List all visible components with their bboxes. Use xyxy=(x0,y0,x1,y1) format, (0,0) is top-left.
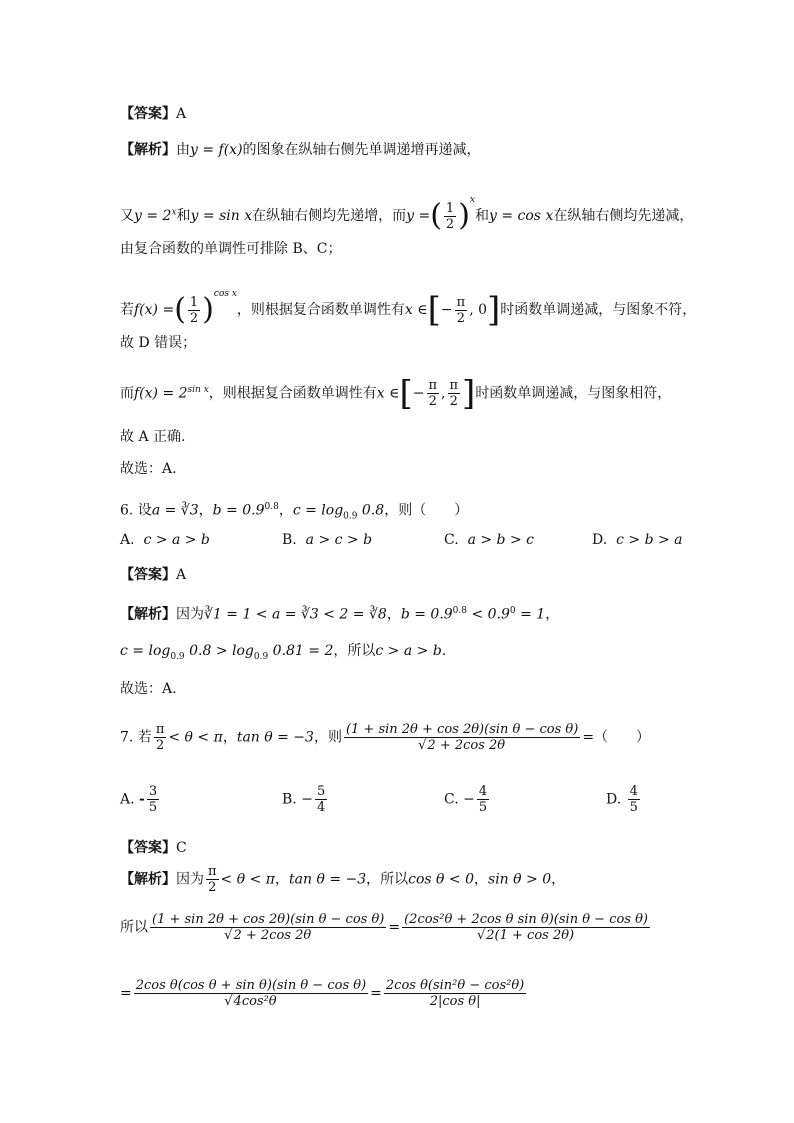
frac-den: √2 + 2cos 2θ xyxy=(418,738,506,753)
big-fraction xyxy=(134,978,368,1009)
text: ， xyxy=(545,606,560,623)
math: y = 2 xyxy=(134,208,172,224)
q5-final xyxy=(120,459,734,479)
frac-num: π xyxy=(155,722,165,737)
frac-den: 2 xyxy=(456,310,466,326)
q5-analysis-line4 xyxy=(120,284,734,330)
frac-den: 2 xyxy=(445,216,455,232)
q6-option-c[interactable] xyxy=(444,532,534,548)
answer-value: A xyxy=(176,567,187,583)
text: 故 D 错误； xyxy=(120,335,197,351)
q6-option-a[interactable] xyxy=(120,532,210,548)
text: =（ ） xyxy=(582,729,651,746)
fraction xyxy=(147,784,159,815)
math: , xyxy=(441,385,446,402)
q6-option-d[interactable] xyxy=(592,532,683,548)
radicand: 2 + 2cos 2θ xyxy=(427,738,506,753)
option-letter: C. xyxy=(444,532,459,548)
option-sign: − xyxy=(463,791,475,808)
option-text: a > c > b xyxy=(305,532,373,548)
math: f(x) = 2 xyxy=(134,385,188,402)
math-sub: 0.9 xyxy=(253,651,269,662)
text: ， xyxy=(198,502,213,519)
math: sin θ > 0 xyxy=(488,871,552,888)
text: ， xyxy=(278,502,293,519)
text: 故选：A. xyxy=(120,461,177,477)
math: tan θ = −3 xyxy=(236,729,314,746)
text: 7. 若 xyxy=(120,729,152,746)
text: 若 xyxy=(120,302,134,318)
text: ，则根据复合函数单调性有 xyxy=(236,302,405,318)
text: 在纵轴右侧均先递增，而 xyxy=(252,208,407,224)
text: 由复合函数的单调性可排除 B、C； xyxy=(120,241,342,257)
text: 故选：A. xyxy=(120,681,177,697)
text: 所以 xyxy=(120,919,148,936)
big-fraction xyxy=(402,912,650,943)
q5-analysis-line3 xyxy=(120,239,734,259)
text: 的图象在纵轴右侧先单调递增再递减， xyxy=(242,142,481,158)
text: ，则根据复合函数单调性有 xyxy=(208,385,377,402)
analysis-label: 【解析】 xyxy=(120,142,176,158)
fraction xyxy=(315,784,327,815)
option-letter: D. xyxy=(592,532,608,548)
frac-num: (1 + sin 2θ + cos 2θ)(sin θ − cos θ) xyxy=(345,722,579,737)
math-sup: cos x xyxy=(213,289,237,299)
answer-label: 【答案】 xyxy=(120,106,176,122)
fraction xyxy=(444,201,456,232)
answer-label: 【答案】 xyxy=(120,840,176,856)
option-letter: B. xyxy=(282,791,297,808)
q5-analysis-line5 xyxy=(120,333,734,353)
frac-num: π xyxy=(449,378,459,393)
q6-answer-line xyxy=(120,565,734,585)
math: − xyxy=(440,302,453,318)
frac-den: 5 xyxy=(478,800,488,815)
frac-den: 2 xyxy=(428,394,437,409)
frac-den: √2(1 + cos 2θ) xyxy=(476,928,575,943)
text: ， xyxy=(222,729,237,746)
text: ，所以 xyxy=(333,643,376,659)
frac-num: π xyxy=(208,864,217,879)
option-letter: A. xyxy=(120,532,135,548)
option-sign: - xyxy=(139,791,145,808)
math: c = log xyxy=(120,643,171,659)
q5-analysis-line2 xyxy=(120,190,734,232)
q7-option-a[interactable] xyxy=(120,784,161,815)
text: 在纵轴右侧均先递减， xyxy=(553,208,694,224)
math: a = ∛3 xyxy=(151,502,199,519)
radicand: 2(1 + cos 2θ) xyxy=(486,928,575,943)
answer-label: 【答案】 xyxy=(120,567,176,583)
fraction xyxy=(154,722,167,753)
q7-option-b[interactable] xyxy=(282,784,329,815)
option-letter: D. xyxy=(606,791,622,808)
text: 而 xyxy=(120,385,134,402)
math: = xyxy=(370,985,382,1002)
option-letter: B. xyxy=(282,532,297,548)
math: = 1 xyxy=(515,606,546,623)
math: c > a > b xyxy=(375,643,442,659)
paren-right: ) xyxy=(458,198,470,233)
math: b = 0.9 xyxy=(212,502,265,519)
text: 故 A 正确. xyxy=(120,429,186,445)
math: < θ < π xyxy=(220,871,275,888)
q5-answer-line xyxy=(120,104,734,124)
math: − xyxy=(412,385,425,402)
paren-left: ( xyxy=(430,198,442,233)
q7-answer-line xyxy=(120,838,734,858)
fraction xyxy=(448,378,461,409)
text: ，则（ ） xyxy=(384,502,469,519)
frac-num: 4 xyxy=(629,784,638,799)
frac-den: 2 xyxy=(155,738,165,753)
text: 时函数单调递减，与图象不符， xyxy=(500,302,697,318)
bracket-left: [ xyxy=(399,373,413,414)
big-fraction xyxy=(384,978,526,1009)
text: 和 xyxy=(475,208,489,224)
frac-num: 2cos θ(sin²θ − cos²θ) xyxy=(385,978,525,993)
bracket-right: ] xyxy=(462,373,476,414)
fraction xyxy=(427,378,440,409)
math: 0.8 > log xyxy=(184,643,254,659)
frac-den: 2 xyxy=(449,394,458,409)
q6-final xyxy=(120,679,734,699)
big-fraction xyxy=(150,912,386,943)
math-sup: x xyxy=(469,195,475,205)
q5-analysis-line1 xyxy=(120,140,734,160)
math-sup: sin x xyxy=(187,384,209,395)
q6-option-b[interactable] xyxy=(282,532,372,548)
frac-num: 2cos θ(cos θ + sin θ)(sin θ − cos θ) xyxy=(135,978,367,993)
math: y = cos x xyxy=(489,208,554,224)
math-sup: 0.8 xyxy=(264,502,279,512)
text: ， xyxy=(275,871,289,888)
q7-stem xyxy=(120,722,734,753)
frac-den: 2 xyxy=(189,310,199,326)
answer-value: A xyxy=(176,106,187,122)
fraction xyxy=(628,784,640,815)
option-text: c > b > a xyxy=(616,532,683,548)
fraction xyxy=(477,784,489,815)
q7-analysis-line3 xyxy=(120,978,734,1009)
frac-den: √4cos²θ xyxy=(224,994,277,1009)
q5-analysis-line7 xyxy=(120,427,734,447)
text: ，所以 xyxy=(366,871,409,888)
frac-num: 1 xyxy=(189,294,199,310)
q6-analysis-line2 xyxy=(120,641,734,667)
q7-analysis-line2 xyxy=(120,912,734,943)
bracket-right: ] xyxy=(487,290,501,330)
text: . xyxy=(441,643,447,659)
paren-right: ) xyxy=(202,292,214,327)
math: y = sin x xyxy=(190,208,253,224)
math: , 0 xyxy=(469,302,487,318)
fraction xyxy=(188,295,200,326)
text: 6. 设 xyxy=(120,502,152,519)
bracket-left: [ xyxy=(427,290,441,330)
q7-option-c[interactable] xyxy=(444,784,491,815)
math: ∛1 = 1 < a = ∛3 < 2 = ∛8 xyxy=(204,606,387,623)
answer-value: C xyxy=(176,840,187,856)
fraction xyxy=(206,864,219,895)
fraction xyxy=(455,295,468,326)
frac-den: 2 xyxy=(208,880,217,895)
frac-num: (1 + sin 2θ + cos 2θ)(sin θ − cos θ) xyxy=(152,912,385,927)
math: x ∈ xyxy=(376,385,400,402)
option-letter: C. xyxy=(444,791,459,808)
math: = xyxy=(120,985,132,1002)
text: 因为 xyxy=(176,871,204,888)
analysis-label: 【解析】 xyxy=(120,871,176,888)
frac-num: 1 xyxy=(445,200,455,216)
math: y = xyxy=(406,208,431,224)
option-sign: − xyxy=(301,791,313,808)
text: 和 xyxy=(176,208,191,224)
paren-left: ( xyxy=(174,292,186,327)
frac-num: π xyxy=(456,294,466,310)
frac-num: 5 xyxy=(316,784,326,799)
frac-den: 2|cos θ| xyxy=(429,994,481,1009)
text: 因为 xyxy=(176,606,204,623)
math: y = f(x) xyxy=(190,142,243,158)
frac-den: 5 xyxy=(148,800,158,815)
option-letter: A. xyxy=(120,791,135,808)
q6-analysis-line1 xyxy=(120,601,734,625)
option-text: c > a > b xyxy=(143,532,210,548)
frac-num: (2cos²θ + 2cos θ sin θ)(sin θ − cos θ) xyxy=(404,912,648,927)
frac-num: π xyxy=(428,378,438,393)
math: < 0.9 xyxy=(467,606,510,623)
math: tan θ = −3 xyxy=(289,871,367,888)
math: = xyxy=(388,919,401,936)
frac-den: √2 + 2cos 2θ xyxy=(224,928,312,943)
option-text: a > b > c xyxy=(467,532,534,548)
text: ， xyxy=(551,871,566,888)
text: 由 xyxy=(176,142,190,158)
radicand: 4cos²θ xyxy=(233,994,277,1009)
text: 又 xyxy=(120,208,134,224)
frac-num: 4 xyxy=(478,784,488,799)
math-sup: x xyxy=(171,207,177,218)
math-sup: 0 xyxy=(509,606,516,616)
q5-analysis-line6 xyxy=(120,373,734,414)
text: ，则 xyxy=(313,729,342,746)
text: ， xyxy=(386,606,401,623)
q7-analysis-line1 xyxy=(120,864,734,895)
math-sub: 0.9 xyxy=(170,651,185,662)
math: b = 0.9 xyxy=(400,606,453,623)
text: ， xyxy=(474,871,489,888)
math-sup: 0.8 xyxy=(452,606,467,616)
big-fraction xyxy=(344,722,580,753)
frac-num: 3 xyxy=(148,784,158,799)
math: 0.81 = 2 xyxy=(268,643,334,659)
math: < θ < π xyxy=(168,729,223,746)
math: 0.8 xyxy=(357,502,385,519)
math: cos θ < 0 xyxy=(408,871,475,888)
radicand: 2 + 2cos 2θ xyxy=(233,928,312,943)
q7-option-d[interactable] xyxy=(606,784,642,815)
q6-stem xyxy=(120,497,734,526)
math: f(x) = xyxy=(134,302,175,318)
text: 时函数单调递减，与图象相符， xyxy=(475,385,672,402)
frac-den: 5 xyxy=(629,800,638,815)
math: x ∈ xyxy=(404,302,428,318)
math-sub: 0.9 xyxy=(343,511,358,522)
analysis-label: 【解析】 xyxy=(120,606,176,623)
frac-den: 4 xyxy=(316,800,326,815)
math: c = log xyxy=(292,502,344,519)
